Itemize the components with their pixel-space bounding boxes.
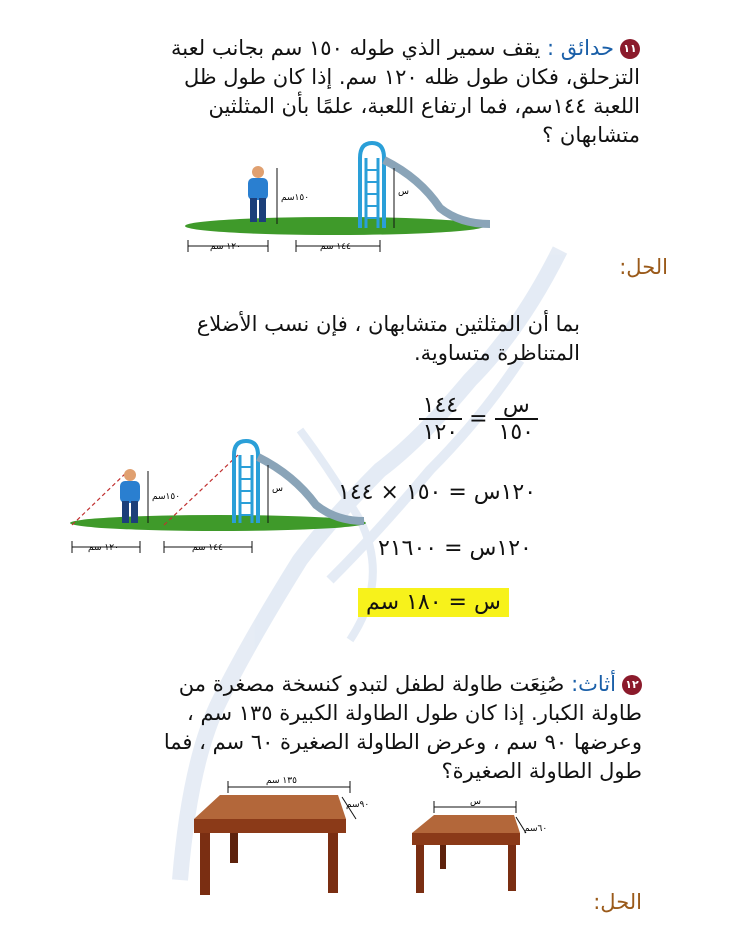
solution-label: الحل: (593, 890, 642, 914)
small-length-label: س (470, 797, 481, 807)
problem-topic: أثاث: (571, 672, 616, 696)
equals-sign: = (469, 406, 488, 432)
person-height-label: ١٥٠سم (152, 492, 181, 502)
ratio-equation (398, 393, 538, 445)
answer (358, 590, 509, 615)
big-length-label: ١٣٥ سم (266, 776, 297, 786)
person-icon (120, 469, 140, 523)
equation-3: ١٢٠س = ٢١٦٠٠ (378, 536, 532, 561)
problem-text: يقف سمير الذي طوله ١٥٠ سم بجانب لعبة التزحلق، فكان طول ظله ١٢٠ سم. إذا كان طول ظل اللعبة ١٤٤سم، فما ارتفاع اللعبة، علمًا بأن المثلثين متشابهان ؟ (171, 36, 640, 147)
slide-shadow-label: ١٤٤ سم (192, 543, 223, 553)
person-icon (248, 166, 268, 222)
small-table-icon (412, 815, 520, 893)
person-shadow-label: ١٢٠ سم (210, 242, 241, 252)
problem-number-badge: ١١ (620, 39, 640, 59)
big-width-label: ٩٠سم (346, 800, 370, 810)
slide-icon (360, 143, 490, 228)
problem-number-badge: ١٢ (622, 675, 642, 695)
answer-highlight: س = ١٨٠ سم (358, 588, 509, 617)
person-shadow-label: ١٢٠ سم (88, 543, 119, 553)
slide-height-label: س (398, 187, 409, 197)
figure-tables (190, 775, 570, 905)
equation-2: ١٢٠س = ١٥٠ × ١٤٤ (338, 480, 537, 505)
problem-topic: حدائق : (547, 36, 614, 60)
small-width-label: ٦٠سم (524, 824, 548, 834)
fraction-left: $\frac{\text{س}}{١٥٠}$ (495, 393, 538, 445)
slide-height-label: س (272, 484, 283, 494)
solution-text: بما أن المثلثين متشابهان ، فإن نسب الأضلاع المتناظرة متساوية. (196, 312, 580, 365)
solution-label: الحل: (619, 255, 668, 279)
fraction-right: $\frac{١٤٤}{١٢٠}$ (419, 393, 462, 445)
slide-icon (234, 441, 364, 523)
slide-shadow-label: ١٤٤ سم (320, 242, 351, 252)
problem-text: صُنِعَت طاولة لطفل لتبدو كنسخة مصغرة من طاولة الكبار. إذا كان طول الطاولة الكبيرة ١٣٥ سم ، وعرضها ٩٠ سم ، وعرض الطاولة الصغيرة ٦٠ سم ، فما طول الطاولة الصغيرة؟ (163, 672, 642, 783)
problem-12 (162, 670, 642, 786)
figure-solution-slide (68, 435, 368, 565)
figure-person-slide (180, 138, 500, 258)
person-height-label: ١٥٠سم (281, 193, 310, 203)
problem-11 (140, 34, 640, 150)
big-table-icon (194, 795, 346, 895)
